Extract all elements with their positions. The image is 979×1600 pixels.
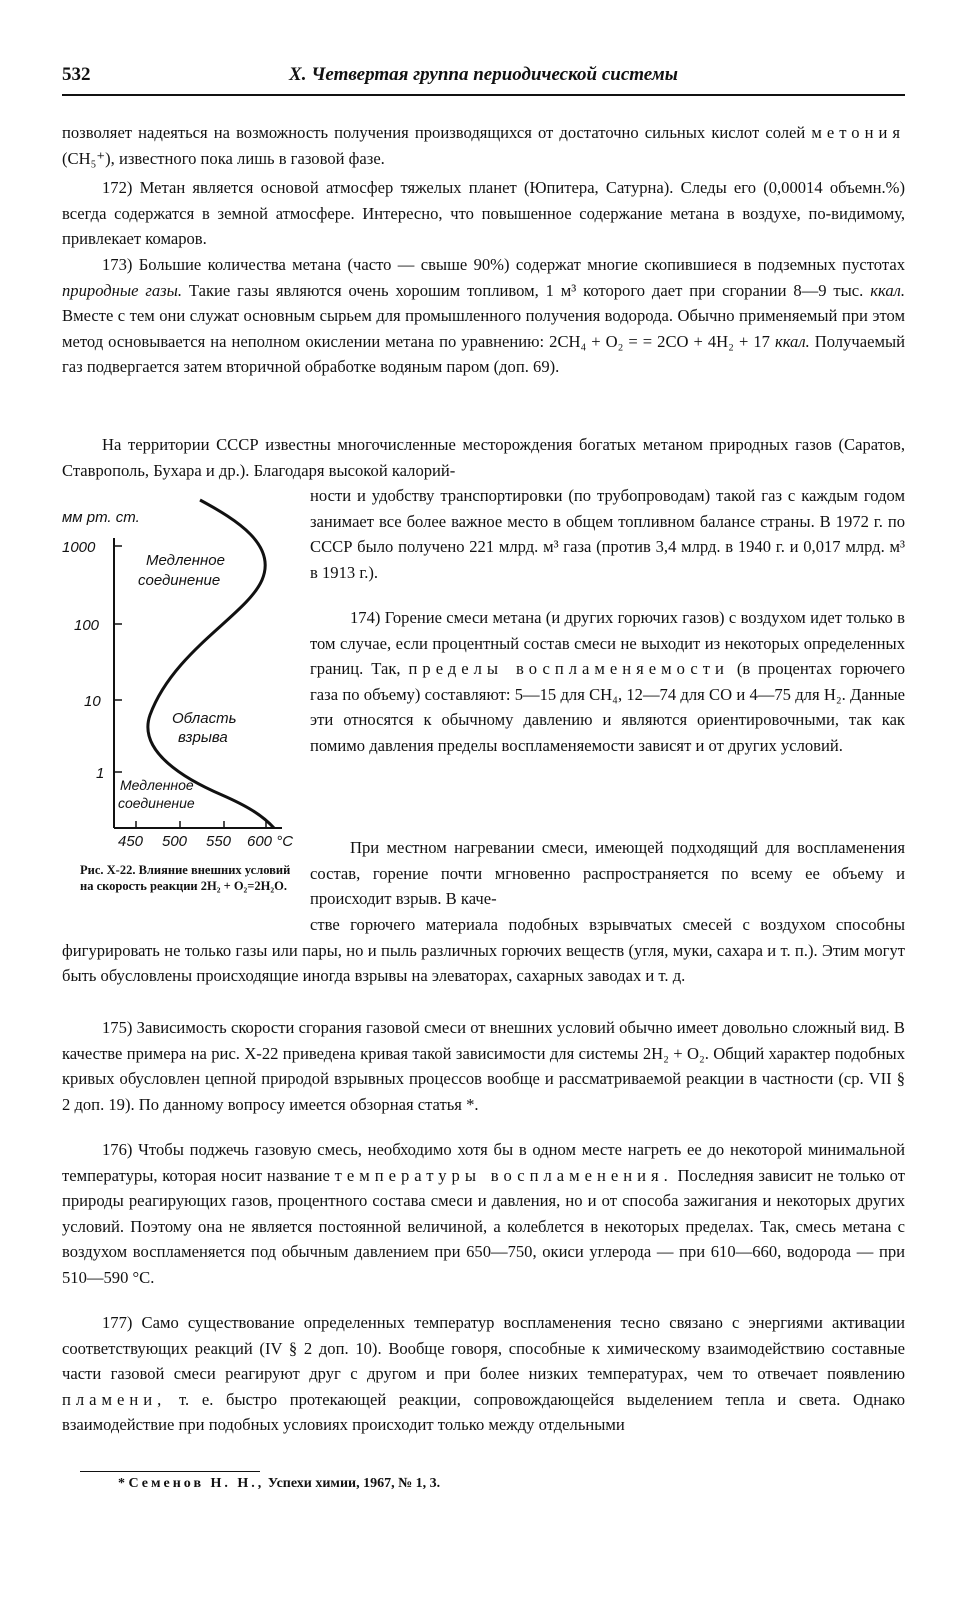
figure-caption: Рис. X-22. Влияние внешних условий на скорость реакции 2H₂ + O₂=2H₂O. [80, 863, 291, 893]
y-tick-label: 10 [84, 693, 101, 710]
spaced-term-flame: пламени, [62, 1389, 167, 1409]
paragraph-local-heating: При местном нагревании смеси, имеющей подходящий для воспламенения состав, горение почти мгновенно распространяется по всему ее объему и происходит взрыв. В каче- [310, 838, 905, 909]
note-176 [62, 1137, 905, 1291]
region-label-explosion: взрыва [178, 729, 228, 746]
paragraph-text: позволяет надеяться на возможность получения производящихся от достаточно сильных кислот солей [62, 123, 806, 142]
footnote [118, 1476, 440, 1492]
note-177 [62, 1310, 905, 1438]
paragraph-text: Последняя зависит не только от природы реагирующих газов, процентного состава смеси и давления, но и от способа зажигания и некоторых других условий. Поэтому она не является постоянной величиной, а колеблется в некоторых пределах. Так, смесь метана с воздухом воспламеняется под обычным давлением при 650—750, окиси углерода — при 610—660, водорода — при 510—590 °С. [62, 1165, 905, 1287]
paragraph-text: т. е. быстро протекающей реакции, сопровождающейся выделением тепла и света. Однако взаимодействие при подобных условиях происходит только между отдельными [62, 1389, 905, 1435]
paragraph-text: 173) Большие количества метана (часто — свыше 90%) содержат многие скопившиеся в подземных пустотах [102, 255, 905, 274]
note-173 [62, 252, 905, 380]
footnote-source: Успехи химии, 1967, № 1, 3. [267, 1476, 441, 1491]
region-label-slow-bottom: Медленное [120, 777, 194, 793]
paragraph-text: Получаемый газ подвергается затем вторичной обработке водяным паром (доп. 69). [62, 331, 905, 377]
region-label-slow-top: соединение [138, 572, 221, 589]
note-174 [310, 605, 905, 759]
spaced-term-ignition: температуры воспламенения. [334, 1165, 673, 1185]
figure-plot [62, 490, 302, 860]
paragraph-text: Такие газы являются очень хорошим топливом, 1 м³ которого дает при сгорании 8—9 тыс. [188, 280, 864, 300]
running-header [62, 64, 905, 88]
italic-unit: ккал. [774, 331, 810, 351]
page-number: 532 [62, 64, 91, 85]
y-tick-label: 1000 [62, 539, 96, 556]
region-label-explosion: Область [172, 710, 237, 727]
y-tick-label: 1 [96, 765, 105, 782]
header-rule [62, 94, 905, 96]
footnote-rule [80, 1471, 260, 1472]
italic-term: природные газы. [62, 280, 182, 300]
x-tick-label: 450 [118, 833, 144, 850]
paragraph-text: 174) Горение смеси метана (и других горючих газов) с воздухом идет только в том случае, если процентный состав смеси не выходит из некоторых определенных границ. Так, [310, 608, 905, 679]
formula-ch5: (CH₅⁺), [62, 148, 115, 168]
y-axis-unit: мм рт. ст. [62, 509, 140, 526]
footnote-marker: * [118, 1476, 125, 1491]
note-172: 172) Метан является основой атмосфер тяжелых планет (Юпитера, Сатурна). Следы его (0,00014 объемн.%) всегда содержатся в земной атмосфере. Интересно, что повышенное содержание метана в воздухе, по-видимому, привлекает комаров. [62, 178, 905, 249]
y-tick-label: 100 [74, 617, 100, 634]
running-title: X. Четвертая группа периодической системы [289, 64, 678, 85]
paragraph-text: Вместе с тем они служат основным сырьем для промышленного получения водорода. Обычно применяемый при этом метод основывается на неполном окислении метана по уравнению: 2CH₄ + O₂ = = 2CO + 4H₂ + 17 [62, 306, 905, 351]
paragraph-text: 176) Чтобы поджечь газовую смесь, необходимо хотя бы в одном месте нагреть ее до некоторой минимальной температуры, которая носит название [62, 1140, 905, 1185]
footnote-author: Семенов Н. Н., [128, 1476, 265, 1491]
paragraph-text: 177) Само существование определенных температур воспламенения тесно связано с энергиями активации соответствующих реакций (IV § 2 доп. 10). Вообще говоря, способные к химическому взаимодействию составные части газовой смеси реагируют друг с другом и при более низких температурах, чем то отвечает появлению [62, 1313, 905, 1384]
x-tick-label: 600 °C [247, 833, 294, 850]
spaced-term-metonium: метония [811, 123, 905, 142]
paragraph-continuation [62, 120, 905, 171]
note-175: 175) Зависимость скорости сгорания газовой смеси от внешних условий обычно имеет довольно сложный вид. В качестве примера на рис. X-22 приведена кривая такой зависимости для системы 2H₂ + O₂. Общий характер подобных кривых обусловлен цепной природой взрывных процессов вообще и рассматриваемой реакции в частности (ср. VII § 2 доп. 19). По данному вопросу имеется обзорная статья *. [62, 1018, 905, 1114]
italic-unit: ккал. [870, 280, 905, 300]
paragraph-text: известного пока лишь в газовой фазе. [118, 148, 385, 168]
spaced-term-limits: пределы воспламеняемости [408, 659, 729, 679]
region-label-slow-bottom: соединение [118, 795, 195, 811]
paragraph-ussr-intro: На территории СССР известны многочисленные месторождения богатых метаном природных газов (Саратов, Ставрополь, Бухара и др.). Благодаря высокой калорий- [62, 435, 905, 480]
x-tick-label: 550 [206, 833, 232, 850]
figure-x22 [62, 490, 302, 860]
region-label-slow-top: Медленное [146, 552, 225, 569]
paragraph-ussr-continued: ности и удобству транспортировки (по трубопроводам) такой газ с каждым годом занимает все более важное место в общем топливном балансе страны. В 1972 г. по СССР было получено 221 млрд. м³ газа (против 3,4 млрд. в 1940 г. и 0,017 млрд. м³ в 1913 г.). [310, 486, 905, 582]
paragraph-text: (в процентах горючего газа по объему) составляют: 5—15 для CH₄, 12—74 для CO и 4—75 для H₂. Данные эти относятся к обычному давлению и являются ориентировочными, так как помимо давления пределы воспламеняемости зависят и от других условий. [310, 659, 905, 755]
paragraph-local-heating-continued: стве горючего материала подобных взрывчатых смесей с воздухом способны фигурировать не только газы или пары, но и пыль различных горючих веществ (угля, муки, сахара и т. п.). Этим могут быть обусловлены происходящие иногда взрывы на элеваторах, сахарных заводах и т. д. [62, 915, 905, 986]
x-tick-label: 500 [162, 833, 188, 850]
